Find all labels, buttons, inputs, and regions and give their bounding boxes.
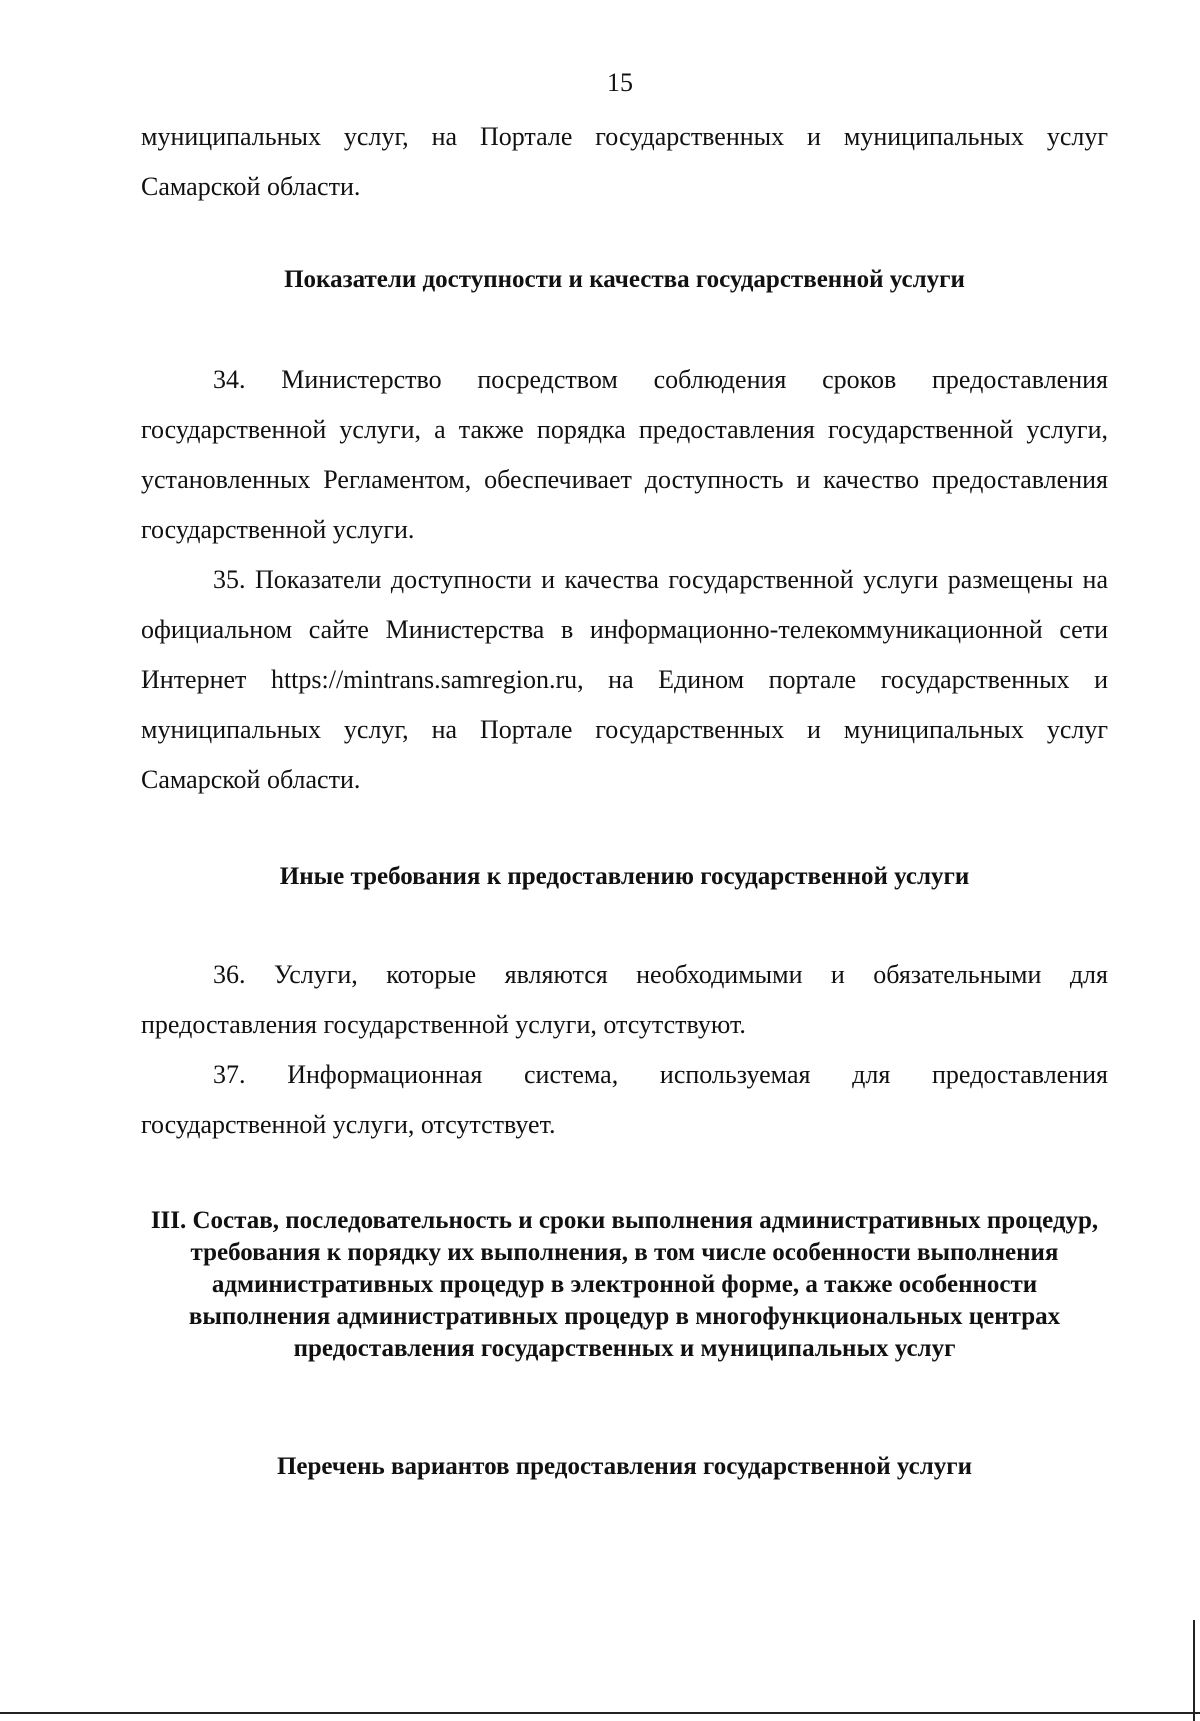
accessibility-text-block (141, 355, 1108, 805)
other-text-block (141, 950, 1108, 1150)
intro-paragraph: муниципальных услуг, на Портале государственных и муниципальных услуг Самарской области. (141, 122, 1108, 201)
scan-edge-mark (1193, 1620, 1195, 1721)
paragraph-34: 34. Министерство посредством соблюдения сроков предоставления государственной услуги, а также порядка предоставления государственной услуги, установленных Регламентом, обеспечивает доступность и качество предоставления государственной услуги. (141, 365, 1108, 544)
intro-text-block (141, 112, 1108, 212)
paragraph-37: 37. Информационная система, используемая для предоставления государственной услуги, отсутствует. (141, 1060, 1108, 1139)
scan-edge-line (0, 1712, 1200, 1714)
heading-accessibility: Показатели доступности и качества государственной услуги (284, 266, 965, 293)
paragraph-36: 36. Услуги, которые являются необходимыми и обязательными для предоставления государственной услуги, отсутствуют. (141, 960, 1108, 1039)
paragraph-35: 35. Показатели доступности и качества государственной услуги размещены на официальном сайте Министерства в информационно-телекоммуникационной сети Интернет https://mintrans.samregion.ru, на Едином портале государственных и муниципальных услуг, на Портале государственных и муниципальных услуг Самарской области. (141, 565, 1108, 794)
heading-other-requirements: Иные требования к предоставлению государственной услуги (279, 863, 970, 890)
heading-section-three: III. Состав, последовательность и сроки выполнения административных процедур, требования к порядку их выполнения, в том числе особенности выполнения административных процедур в электронной форме, а также особенности выполнения административных процедур в многофункциональных центрах предоставления государственных и муниципальных услуг (150, 1207, 1099, 1362)
heading-variants: Перечень вариантов предоставления государственной услуги (276, 1453, 973, 1480)
page-number: 15 (607, 68, 633, 97)
